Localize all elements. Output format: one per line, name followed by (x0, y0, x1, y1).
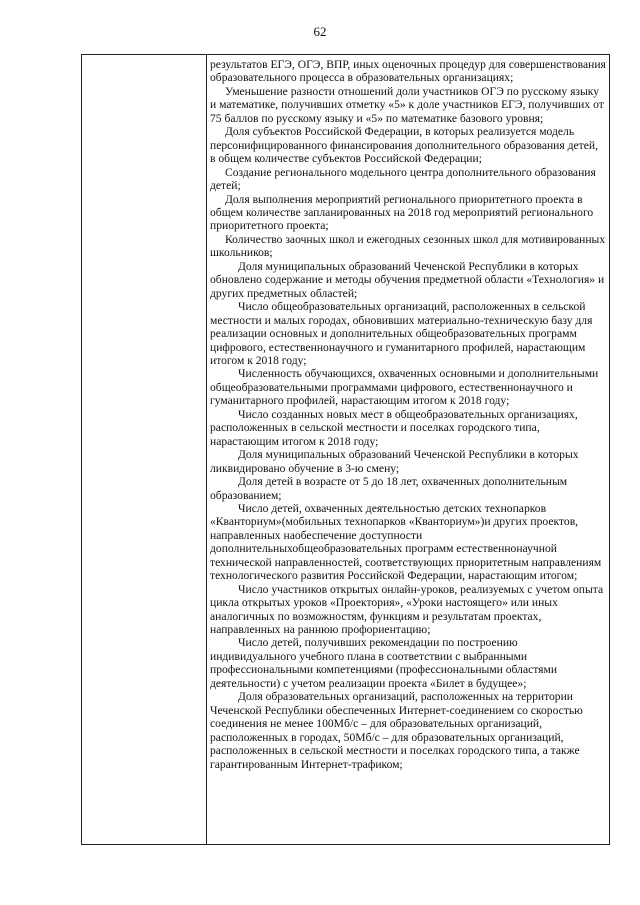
indicator-paragraph: Численность обучающихся, охваченных основными и дополнительными общеобразовательными программами цифрового, естественнонаучного и гуманитарного профилей, нарастающим итогом к 2018 году; (210, 367, 599, 408)
indicator-paragraph: Доля муниципальных образований Чеченской Республики в которых обновлено содержание и методы обучения предметной области «Технология» и других предметных областей; (210, 259, 605, 300)
indicator-paragraph: Доля детей в возрасте от 5 до 18 лет, охваченных дополнительным образованием; (210, 475, 568, 502)
indicator-paragraph: Число детей, охваченных деятельностью детских технопарков «Кванториум»(мобильных технопарков «Кванториум»)и других проектов, направленных наобеспечение доступности дополнительныхобщеобразовательных программ естественнонаучной технической направленностей, соответствующих приоритетным направлениям технологического развития Российской Федерации, нарастающим итогом; (210, 501, 602, 583)
indicator-paragraph: Доля образовательных организаций, расположенных на территории Чеченской Республики обеспеченных Интернет-соединением со скоростью соединения не менее 100Мб/с – для образовательных организаций, расположенных в городах, 50Мб/с – для образовательных организаций, расположенных в сельской местности и поселках городского типа, а также гарантированным Интернет-трафиком; (210, 690, 583, 771)
page-number: 62 (313, 24, 327, 39)
indicator-paragraph: Создание регионального модельного центра дополнительного образования детей; (210, 165, 596, 193)
column-divider (206, 55, 207, 844)
table-left-cell (82, 55, 206, 844)
indicator-paragraph: Уменьшение разности отношений доли участников ОГЭ по русскому языку и математике, получивших отметку «5» к доле участников ЕГЭ, получивших от 75 баллов по русскому языку и «5» по математике базового уровня; (210, 84, 604, 125)
indicators-table (81, 54, 610, 845)
indicator-paragraph: Число созданных новых мест в общеобразовательных организациях, расположенных в сельской местности и поселках городского типа, нарастающим итогом к 2018 году; (210, 407, 578, 448)
indicator-paragraph: Доля субъектов Российской Федерации, в которых реализуется модель персонифицированного финансирования дополнительного образования детей, в общем количестве субъектов Российской Федерации; (210, 125, 598, 166)
indicator-paragraph: результатов ЕГЭ, ОГЭ, ВПР, иных оценочных процедур для совершенствования образовательного процесса в образовательных организациях; (210, 58, 606, 85)
indicator-paragraph: Число общеобразовательных организаций, расположенных в сельской местности и малых городах, обновивших материально-техническую базу для реализации основных и дополнительных общеобразовательных программ цифрового, естественнонаучного и гуманитарного профилей, нарастающим итогом к 2018 году; (210, 300, 593, 367)
indicator-paragraph: Доля выполнения мероприятий регионального приоритетного проекта в общем количестве запланированных на 2018 год мероприятий регионального приоритетного проекта; (210, 192, 594, 233)
indicator-paragraph: Число детей, получивших рекомендации по построению индивидуального учебного плана в соответствии с выбранными профессиональными компетенциями (профессиональными областями деятельности) с учетом реализации проекта «Билет в будущее»; (210, 636, 558, 690)
indicator-paragraph: Число участников открытых онлайн-уроков, реализуемых с учетом опыта цикла открытых уроков «Проектория», «Уроки настоящего» или иных аналогичных по возможностям, функциям и результатам проектах, направленных на раннюю профориентацию; (210, 582, 604, 637)
indicator-paragraph: Доля муниципальных образований Чеченской Республики в которых ликвидировано обучение в 3-ю смену; (210, 448, 579, 475)
indicator-paragraph: Количество заочных школ и ежегодных сезонных школ для мотивированных школьников; (210, 232, 606, 260)
indicators-list (210, 58, 606, 771)
